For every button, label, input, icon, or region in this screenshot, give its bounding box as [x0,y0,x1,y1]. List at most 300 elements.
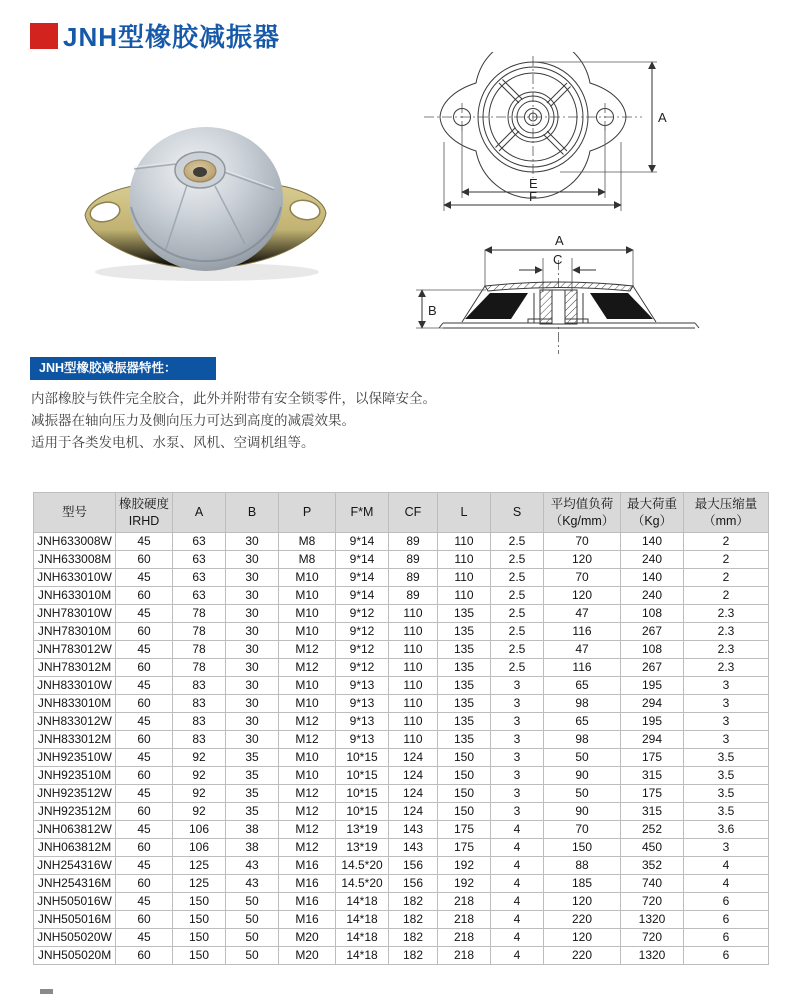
table-cell: 60 [116,587,173,605]
table-cell: 3 [684,677,769,695]
table-cell: 4 [491,821,544,839]
table-cell: M12 [279,641,336,659]
table-cell: 150 [544,839,621,857]
table-cell: 124 [389,785,438,803]
dim-b-label: B [428,303,437,318]
table-cell: 3 [491,749,544,767]
table-cell: 267 [621,659,684,677]
table-row [34,821,769,839]
table-cell: 120 [544,893,621,911]
table-cell: 35 [226,803,279,821]
table-cell: 108 [621,605,684,623]
table-cell: 4 [491,839,544,857]
table-cell: JNH633010W [34,569,116,587]
table-cell: 4 [491,875,544,893]
table-cell: 135 [438,623,491,641]
drawing-side-view [398,216,775,360]
table-cell: 450 [621,839,684,857]
column-header: B [226,493,279,533]
table-cell: 30 [226,677,279,695]
table-cell: 4 [684,857,769,875]
table-cell: 98 [544,731,621,749]
table-cell: 3.5 [684,749,769,767]
table-cell: 45 [116,569,173,587]
table-cell: 3 [684,839,769,857]
table-cell: JNH923510M [34,767,116,785]
table-cell: 6 [684,893,769,911]
table-cell: 50 [226,911,279,929]
table-cell: 88 [544,857,621,875]
table-cell: 9*14 [336,569,389,587]
table-cell: 192 [438,875,491,893]
table-cell: 2.5 [491,641,544,659]
table-cell: M12 [279,731,336,749]
table-cell: 30 [226,659,279,677]
table-cell: 2 [684,551,769,569]
table-cell: 89 [389,533,438,551]
table-cell: 3 [491,695,544,713]
table-cell: 30 [226,623,279,641]
table-cell: 2.3 [684,659,769,677]
table-cell: 30 [226,695,279,713]
table-cell: 9*13 [336,731,389,749]
table-cell: 110 [438,551,491,569]
table-cell: 30 [226,533,279,551]
table-cell: 45 [116,893,173,911]
table-cell: 45 [116,821,173,839]
table-cell: M10 [279,569,336,587]
table-row [34,731,769,749]
table-cell: 2 [684,569,769,587]
table-cell: 89 [389,551,438,569]
table-cell: JNH833010M [34,695,116,713]
table-cell: 175 [438,839,491,857]
table-cell: 110 [389,695,438,713]
table-cell: 35 [226,785,279,803]
table-cell: 175 [621,749,684,767]
table-cell: 89 [389,569,438,587]
rubber-right [590,293,653,319]
table-cell: 65 [544,713,621,731]
table-cell: 89 [389,587,438,605]
table-cell: 30 [226,551,279,569]
table-cell: 2.5 [491,659,544,677]
table-cell: 10*15 [336,803,389,821]
table-cell: JNH923510W [34,749,116,767]
table-cell: JNH254316M [34,875,116,893]
table-cell: M10 [279,749,336,767]
feature-line: 内部橡胶与铁件完全胶合，此外并附带有安全锁零件，以保障安全。 [31,391,436,406]
table-cell: 135 [438,605,491,623]
table-cell: 124 [389,749,438,767]
table-cell: 92 [173,749,226,767]
table-cell: 120 [544,551,621,569]
table-cell: 4 [491,929,544,947]
table-cell: JNH783010W [34,605,116,623]
table-cell: 182 [389,929,438,947]
table-cell: 2.5 [491,623,544,641]
table-cell: 315 [621,767,684,785]
table-cell: 220 [544,947,621,965]
table-cell: 140 [621,569,684,587]
table-cell: 110 [389,605,438,623]
table-cell: 720 [621,893,684,911]
table-cell: 45 [116,929,173,947]
column-header: CF [389,493,438,533]
table-cell: 135 [438,731,491,749]
table-cell: 182 [389,911,438,929]
table-cell: 135 [438,659,491,677]
table-cell: M10 [279,623,336,641]
table-cell: 120 [544,929,621,947]
table-cell: 3 [491,713,544,731]
table-cell: 3.5 [684,803,769,821]
table-cell: 45 [116,533,173,551]
table-cell: 50 [226,929,279,947]
table-cell: 143 [389,821,438,839]
table-row [34,767,769,785]
table-cell: 92 [173,803,226,821]
table-cell: 43 [226,857,279,875]
table-cell: JNH923512M [34,803,116,821]
table-cell: 38 [226,839,279,857]
table-cell: 220 [544,911,621,929]
table-cell: 150 [173,929,226,947]
column-header: F*M [336,493,389,533]
table-cell: 45 [116,749,173,767]
table-cell: 10*15 [336,785,389,803]
section-body [439,282,699,328]
table-cell: 60 [116,623,173,641]
table-cell: 63 [173,569,226,587]
table-cell: M16 [279,857,336,875]
table-cell: 135 [438,695,491,713]
table-cell: M12 [279,839,336,857]
table-cell: M10 [279,605,336,623]
table-cell: 9*14 [336,533,389,551]
table-cell: 110 [438,533,491,551]
table-cell: 50 [226,893,279,911]
table-cell: 182 [389,947,438,965]
section-marker-icon [30,23,58,49]
table-cell: 156 [389,857,438,875]
table-cell: 135 [438,713,491,731]
table-cell: JNH833012W [34,713,116,731]
table-cell: 47 [544,641,621,659]
table-cell: JNH505016M [34,911,116,929]
table-cell: 14.5*20 [336,857,389,875]
spec-table [33,492,769,965]
table-cell: M16 [279,893,336,911]
table-row [34,839,769,857]
table-cell: JNH783010M [34,623,116,641]
table-cell: 124 [389,767,438,785]
table-cell: 65 [544,677,621,695]
table-cell: 10*15 [336,749,389,767]
table-cell: 2.5 [491,533,544,551]
table-cell: 110 [438,587,491,605]
table-cell: 150 [438,767,491,785]
table-cell: 185 [544,875,621,893]
table-cell: 116 [544,623,621,641]
table-cell: 30 [226,641,279,659]
table-cell: 143 [389,839,438,857]
table-cell: 6 [684,929,769,947]
table-cell: JNH505020M [34,947,116,965]
dim-a-label: A [555,233,564,248]
dome [129,127,283,271]
table-cell: 3.5 [684,767,769,785]
table-cell: 2 [684,587,769,605]
table-cell: 135 [438,641,491,659]
table-cell: 98 [544,695,621,713]
table-cell: 106 [173,839,226,857]
table-cell: 2.5 [491,569,544,587]
table-cell: 110 [389,677,438,695]
table-cell: 30 [226,587,279,605]
feature-text [31,388,436,454]
table-cell: 110 [389,713,438,731]
table-cell: 267 [621,623,684,641]
product-photo [55,112,365,302]
table-cell: M12 [279,659,336,677]
feature-line: 适用于各类发电机、水泵、风机、空调机组等。 [31,435,315,450]
table-row [34,695,769,713]
table-cell: 47 [544,605,621,623]
table-cell: 4 [684,875,769,893]
table-row [34,929,769,947]
table-cell: 78 [173,623,226,641]
table-cell: 14*18 [336,893,389,911]
table-cell: JNH923512W [34,785,116,803]
table-cell: 2.5 [491,605,544,623]
table-cell: 110 [389,641,438,659]
table-cell: 14*18 [336,929,389,947]
column-header: 橡胶硬度 IRHD [116,493,173,533]
table-cell: 60 [116,839,173,857]
table-cell: 240 [621,587,684,605]
table-cell: M16 [279,911,336,929]
table-cell: 125 [173,857,226,875]
table-cell: 218 [438,893,491,911]
table-cell: M10 [279,587,336,605]
table-row [34,713,769,731]
table-cell: 14.5*20 [336,875,389,893]
table-cell: JNH783012W [34,641,116,659]
table-cell: M10 [279,677,336,695]
dim-e-label: E [529,176,538,191]
table-row [34,857,769,875]
table-cell: 63 [173,587,226,605]
table-cell: 150 [173,911,226,929]
table-cell: 175 [438,821,491,839]
table-cell: 4 [491,947,544,965]
table-cell: 9*12 [336,623,389,641]
table-cell: 1320 [621,947,684,965]
table-cell: JNH833012M [34,731,116,749]
bore [552,290,565,324]
table-cell: 9*13 [336,695,389,713]
table-row [34,803,769,821]
table-body [34,533,769,965]
table-cell: JNH505016W [34,893,116,911]
table-cell: 14*18 [336,911,389,929]
table-cell: 60 [116,911,173,929]
table-cell: 4 [491,857,544,875]
table-cell: 150 [438,785,491,803]
table-cell: 35 [226,767,279,785]
table-cell: 195 [621,677,684,695]
table-cell: M16 [279,875,336,893]
table-cell: JNH254316W [34,857,116,875]
table-cell: 60 [116,551,173,569]
table-cell: 30 [226,731,279,749]
hub-hole [193,167,207,177]
table-cell: 218 [438,929,491,947]
table-cell: 2.5 [491,587,544,605]
table-cell: 150 [173,893,226,911]
table-row [34,623,769,641]
table-cell: 38 [226,821,279,839]
table-cell: 4 [491,911,544,929]
table-cell: 116 [544,659,621,677]
table-row [34,551,769,569]
table-row [34,641,769,659]
table-cell: 78 [173,659,226,677]
table-cell: 294 [621,731,684,749]
table-cell: 240 [621,551,684,569]
table-cell: 60 [116,803,173,821]
table-cell: 60 [116,659,173,677]
table-row [34,749,769,767]
table-cell: 150 [438,749,491,767]
table-cell: 3 [491,803,544,821]
table-cell: 110 [438,569,491,587]
table-cell: 83 [173,677,226,695]
table-cell: 14*18 [336,947,389,965]
table-cell: 45 [116,605,173,623]
column-header: 型号 [34,493,116,533]
table-cell: 92 [173,767,226,785]
table-cell: 50 [544,749,621,767]
drawing-top-view [410,52,770,220]
column-header: 平均值负荷 （Kg/mm） [544,493,621,533]
feature-heading: JNH型橡胶减振器特性： [39,361,177,375]
table-cell: 35 [226,749,279,767]
table-row [34,659,769,677]
table-cell: 110 [389,659,438,677]
table-cell: 83 [173,731,226,749]
table-cell: JNH633008W [34,533,116,551]
table-cell: 45 [116,713,173,731]
table-cell: 720 [621,929,684,947]
table-cell: 50 [544,785,621,803]
table-cell: 192 [438,857,491,875]
table-cell: 3 [684,731,769,749]
table-cell: 63 [173,533,226,551]
dim-f-label: F [529,189,537,204]
column-header: L [438,493,491,533]
table-cell: 60 [116,731,173,749]
table-cell: 3 [684,713,769,731]
table-cell: 2 [684,533,769,551]
table-cell: 352 [621,857,684,875]
table-cell: 60 [116,875,173,893]
table-cell: JNH783012M [34,659,116,677]
table-cell: 150 [438,803,491,821]
table-cell: 2.3 [684,623,769,641]
table-cell: 124 [389,803,438,821]
table-cell: M10 [279,695,336,713]
table-cell: 60 [116,767,173,785]
table-cell: 83 [173,695,226,713]
table-cell: 3 [491,767,544,785]
column-header: S [491,493,544,533]
table-row [34,605,769,623]
table-cell: 90 [544,803,621,821]
table-cell: 2.3 [684,605,769,623]
table-cell: 50 [226,947,279,965]
table-cell: 110 [389,623,438,641]
table-cell: 9*14 [336,587,389,605]
page-title: JNH型橡胶减振器 [63,22,281,52]
table-cell: M12 [279,785,336,803]
table-cell: 2.3 [684,641,769,659]
table-cell: 45 [116,641,173,659]
table-cell: 156 [389,875,438,893]
table-cell: M20 [279,947,336,965]
table-cell: 9*13 [336,677,389,695]
column-header: A [173,493,226,533]
table-cell: M12 [279,713,336,731]
table-cell: 30 [226,713,279,731]
feature-heading-bar [30,357,216,380]
table-cell: 218 [438,911,491,929]
page-header [30,17,280,54]
table-cell: 90 [544,767,621,785]
table-cell: M8 [279,533,336,551]
table-cell: M20 [279,929,336,947]
next-section-marker [40,989,53,994]
table-cell: 60 [116,695,173,713]
table-cell: 182 [389,893,438,911]
table-cell: 6 [684,947,769,965]
table-cell: 78 [173,641,226,659]
table-cell: 10*15 [336,767,389,785]
table-cell: 13*19 [336,839,389,857]
column-header: P [279,493,336,533]
table-cell: 135 [438,677,491,695]
table-cell: 120 [544,587,621,605]
table-row [34,677,769,695]
table-row [34,875,769,893]
table-cell: 252 [621,821,684,839]
table-row [34,587,769,605]
table-cell: 70 [544,821,621,839]
table-cell: 6 [684,911,769,929]
table-cell: 30 [226,569,279,587]
table-cell: 106 [173,821,226,839]
table-cell: 3 [491,731,544,749]
dim-e [462,126,605,198]
table-row [34,569,769,587]
table-row [34,911,769,929]
table-cell: 2.5 [491,551,544,569]
table-cell: 9*12 [336,605,389,623]
table-cell: 83 [173,713,226,731]
table-cell: JNH833010W [34,677,116,695]
table-cell: 45 [116,677,173,695]
